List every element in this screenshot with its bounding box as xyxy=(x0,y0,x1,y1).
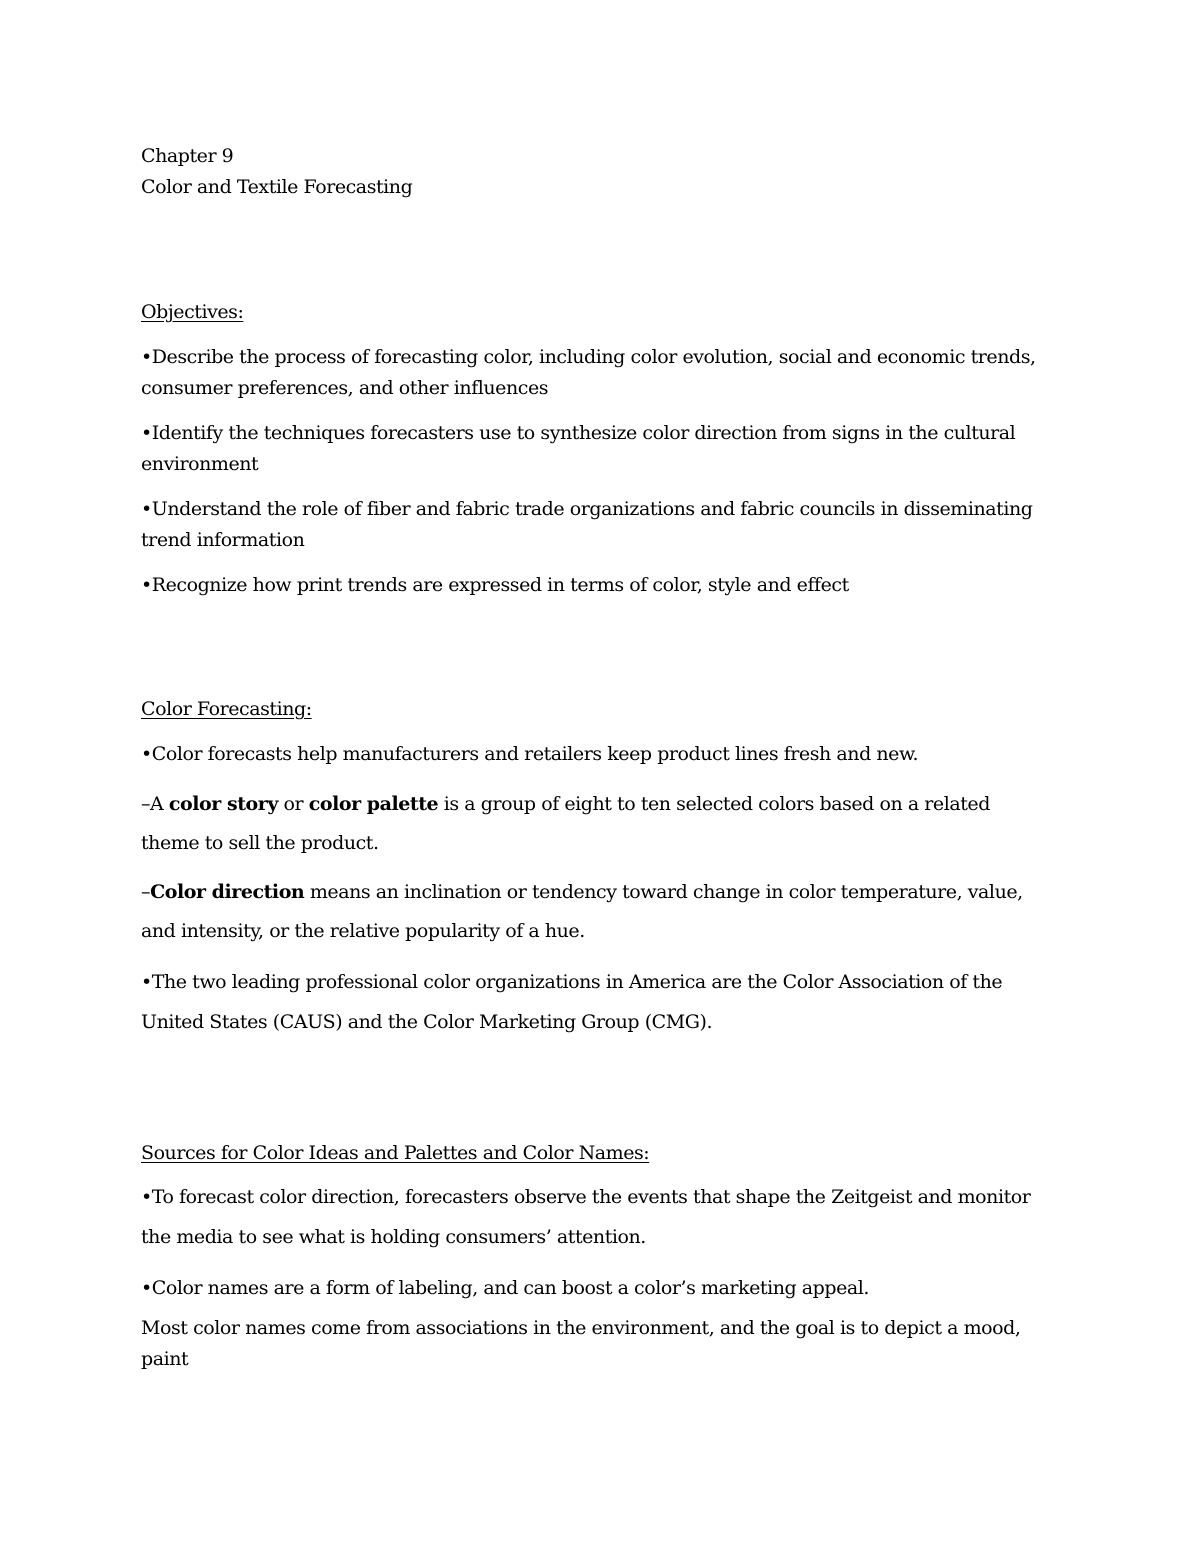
color-names-para-line-2: paint xyxy=(141,1348,189,1370)
color-story-term: color story xyxy=(168,793,278,815)
color-story-prefix: –A xyxy=(141,793,169,815)
objectives-heading: Objectives: xyxy=(141,301,244,323)
objective-item-3-line-2: trend information xyxy=(141,529,305,551)
sources-bullet-2: •Color names are a form of labeling, and can boost a color’s marketing appeal. xyxy=(141,1277,869,1299)
objective-item-3-line-1: •Understand the role of fiber and fabric trade organizations and fabric councils in disseminating xyxy=(141,498,1033,520)
color-direction-line-2: and intensity, or the relative popularity of a hue. xyxy=(141,920,585,942)
color-orgs-line-1: •The two leading professional color organizations in America are the Color Association of the xyxy=(141,971,1003,993)
objective-item-4: •Recognize how print trends are expressed in terms of color, style and effect xyxy=(141,574,849,596)
color-names-para-line-1: Most color names come from associations in the environment, and the goal is to depict a mood, xyxy=(141,1317,1021,1339)
color-orgs-line-2: United States (CAUS) and the Color Marketing Group (CMG). xyxy=(141,1011,713,1033)
color-direction-prefix: – xyxy=(141,881,151,903)
color-forecasting-heading: Color Forecasting: xyxy=(141,698,312,720)
objective-item-2-line-2: environment xyxy=(141,453,259,475)
color-direction-rest: means an inclination or tendency toward change in color temperature, value, xyxy=(304,881,1023,903)
color-forecasting-bullet-1: •Color forecasts help manufacturers and retailers keep product lines fresh and new. xyxy=(141,743,919,765)
chapter-title: Color and Textile Forecasting xyxy=(141,176,413,198)
color-direction-line-1 xyxy=(141,880,1023,904)
objective-item-2-line-1: •Identify the techniques forecasters use to synthesize color direction from signs in the cultural xyxy=(141,422,1016,444)
color-direction-term: Color direction xyxy=(150,881,305,903)
sources-bullet-1-line-1: •To forecast color direction, forecasters observe the events that shape the Zeitgeist and monitor xyxy=(141,1186,1031,1208)
sources-bullet-1-line-2: the media to see what is holding consumers’ attention. xyxy=(141,1226,646,1248)
objective-item-1-line-1: •Describe the process of forecasting color, including color evolution, social and economic trends, xyxy=(141,346,1036,368)
color-story-line-1 xyxy=(141,792,990,816)
color-story-line-2: theme to sell the product. xyxy=(141,832,379,854)
color-palette-term: color palette xyxy=(308,793,439,815)
color-story-mid: or xyxy=(277,793,309,815)
color-story-rest: is a group of eight to ten selected colors based on a related xyxy=(438,793,990,815)
chapter-number: Chapter 9 xyxy=(141,145,234,167)
sources-heading: Sources for Color Ideas and Palettes and Color Names: xyxy=(141,1142,650,1164)
objective-item-1-line-2: consumer preferences, and other influences xyxy=(141,377,549,399)
